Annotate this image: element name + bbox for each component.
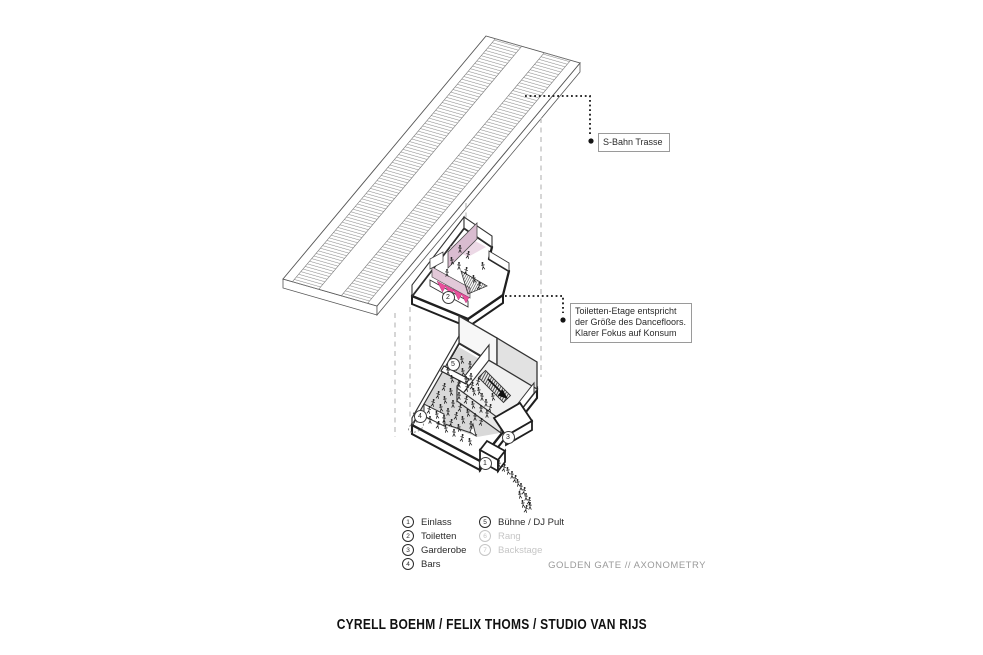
legend-label: Bühne / DJ Pult: [498, 516, 565, 528]
legend-circle: 3: [402, 544, 414, 556]
legend-circle: 2: [402, 530, 414, 542]
marker-garderobe: 3: [502, 431, 515, 444]
legend-circle: 5: [479, 516, 491, 528]
drawing-caption: GOLDEN GATE // AXONOMETRY: [548, 560, 706, 571]
legend-circle: 1: [402, 516, 414, 528]
credits-title-text: CYRELL BOEHM / FELIX THOMS / STUDIO VAN RIJS: [336, 616, 647, 633]
marker-einlass: 1: [479, 457, 492, 470]
marker-toiletten: 2: [442, 291, 455, 304]
entrance-queue: [498, 460, 532, 513]
legend-circle: 7: [479, 544, 491, 556]
legend-label: Backstage: [498, 544, 543, 556]
legend-label: Garderobe: [421, 544, 467, 556]
leader-line-toiletten: [505, 296, 566, 323]
legend-item-toiletten: [402, 529, 466, 543]
toiletten-callout-line: der Größe des Dancefloors.: [575, 317, 687, 328]
legend-label: Einlass: [421, 516, 452, 528]
toiletten-callout-line: Klarer Fokus auf Konsum: [575, 328, 677, 339]
legend-item-rang: [479, 529, 564, 543]
leader-bullet: [560, 317, 565, 322]
toiletten-callout-line: Toiletten-Etage entspricht: [575, 306, 677, 316]
legend-item-garderobe: [402, 543, 466, 557]
legend-label: Rang: [498, 530, 521, 542]
legend-circle: 6: [479, 530, 491, 542]
legend-item-buehne: [479, 515, 564, 529]
legend-label: Toiletten: [421, 530, 457, 542]
marker-buehne: 5: [447, 358, 460, 371]
legend-item-backstage: [479, 543, 564, 557]
sbahn-callout-text: S-Bahn Trasse: [603, 137, 663, 147]
legend-label: Bars: [421, 558, 441, 570]
legend-item-bars: [402, 557, 466, 571]
legend-column-1: [402, 515, 466, 571]
credits-title: [0, 616, 983, 634]
toiletten-callout: [570, 303, 692, 343]
marker-bars: 4: [414, 410, 427, 423]
legend-column-2: [479, 515, 564, 557]
leader-bullet: [588, 138, 593, 143]
legend-item-einlass: [402, 515, 466, 529]
legend-circle: 4: [402, 558, 414, 570]
sbahn-callout: [598, 133, 670, 152]
